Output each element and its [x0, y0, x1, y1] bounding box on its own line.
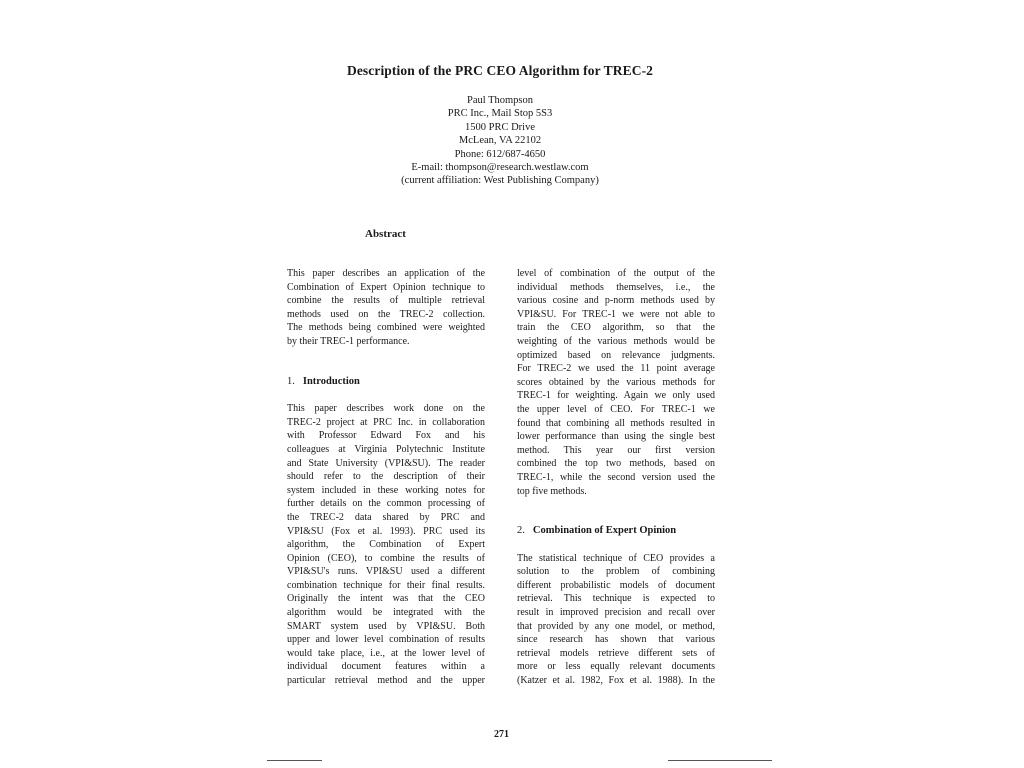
body-line: VPI&SU's runs. VPI&SU used a different — [287, 566, 485, 578]
body-line: further details on the common processing of — [287, 498, 485, 510]
footer-rule-left — [267, 760, 322, 762]
body-line: particular retrieval method and the upper — [287, 675, 485, 687]
introduction-continued-paragraph — [517, 267, 715, 498]
body-line: result in improved precision and recall over — [517, 607, 715, 619]
body-line: train the CEO algorithm, so that the — [517, 322, 715, 334]
body-line: method. This year our first version — [517, 444, 715, 456]
introduction-paragraph — [287, 402, 485, 687]
abstract-line: Combination of Expert Opinion technique to — [287, 281, 485, 293]
body-line: upper and lower level combination of results — [287, 634, 485, 646]
body-line: should refer to the description of their — [287, 471, 485, 483]
body-line: system included in these working notes for — [287, 484, 485, 496]
body-line: TREC-1 for weighting. Again we only used — [517, 390, 715, 402]
abstract-paragraph — [287, 267, 485, 349]
body-line: SMART system used by VPI&SU. Both — [287, 620, 485, 632]
paper-title: Description of the PRC CEO Algorithm for TREC-2 — [346, 63, 654, 78]
body-line: with Professor Edward Fox and his — [287, 430, 485, 442]
body-line: and State University (VPI&SU). The reader — [287, 457, 485, 469]
body-line: This paper describes work done on the — [287, 403, 485, 415]
abstract-heading: Abstract — [365, 228, 406, 240]
body-line: VPI&SU (Fox et al. 1993). PRC used its — [287, 525, 485, 537]
section-heading-introduction — [287, 375, 485, 389]
body-line: lower performance than using the single best — [517, 431, 715, 443]
body-line: combination technique for their final results. — [287, 579, 485, 591]
author-phone: Phone: 612/687-4650 — [454, 148, 546, 160]
body-line: top five methods. — [517, 485, 587, 497]
body-line: Opinion (CEO), to combine the results of — [287, 552, 485, 564]
author-affiliation: (current affiliation: West Publishing Company) — [401, 175, 599, 187]
section-heading-combination-of-expert-opinion — [517, 524, 715, 538]
body-line: weighting of the various methods would be — [517, 335, 715, 347]
body-line: For TREC-2 we used the 11 point average — [517, 363, 715, 375]
body-line: would take place, i.e., at the lower level of — [287, 647, 485, 659]
body-line: algorithm would be integrated with the — [287, 607, 485, 619]
body-line: found that combining all methods resulted in — [517, 417, 715, 429]
author-street: 1500 PRC Drive — [464, 121, 535, 133]
body-line: retrieval. This technique is expected to — [517, 593, 715, 605]
body-line: The statistical technique of CEO provides a — [517, 552, 715, 564]
body-line: colleagues at Virginia Polytechnic Institute — [287, 443, 485, 455]
author-organization: PRC Inc., Mail Stop 5S3 — [447, 108, 553, 120]
body-line: that provided by any one model, or method, — [517, 620, 715, 632]
section-title: Combination of Expert Opinion — [532, 525, 677, 537]
section-number: 2. — [517, 525, 525, 537]
body-line: retrieval models retrieve different sets of — [517, 647, 715, 659]
body-line: since research has shown that various — [517, 634, 715, 646]
abstract-line: The methods being combined were weighted — [287, 322, 485, 334]
ceo-paragraph — [517, 552, 715, 688]
body-line: different probabilistic models of document — [517, 579, 715, 591]
author-city: McLean, VA 22102 — [458, 135, 542, 147]
body-line: level of combination of the output of the — [517, 268, 715, 279]
abstract-line: This paper describes an application of the — [287, 268, 485, 279]
left-column — [287, 267, 485, 688]
page-number: 271 — [494, 729, 509, 740]
body-line: the upper level of CEO. For TREC-1 we — [517, 403, 715, 415]
body-line: the TREC-2 data shared by PRC and — [287, 511, 485, 523]
body-line: solution to the problem of combining — [517, 566, 715, 578]
author-name: Paul Thompson — [466, 95, 534, 106]
body-line: TREC-1, while the second version used the — [517, 471, 715, 483]
author-block — [0, 94, 1000, 188]
body-line: optimized based on relevance judgments. — [517, 349, 715, 361]
section-number: 1. — [287, 375, 295, 387]
body-line: TREC-2 project at PRC Inc. in collaboration — [287, 416, 485, 428]
body-line: individual document features within a — [287, 661, 485, 673]
abstract-line: combine the results of multiple retrieval — [287, 295, 485, 307]
abstract-line: by their TREC-1 performance. — [287, 335, 410, 347]
body-line: Originally the intent was that the CEO — [287, 593, 485, 605]
body-line: more or less equally relevant documents — [517, 661, 715, 673]
footer-rule-right — [668, 760, 772, 762]
body-line: algorithm, the Combination of Expert — [287, 539, 485, 551]
body-line: combined the top two methods, based on — [517, 458, 715, 470]
body-line: individual methods themselves, i.e., the — [517, 281, 715, 293]
section-title: Introduction — [302, 375, 360, 387]
body-line: scores obtained by the various methods for — [517, 376, 715, 388]
body-line: VPI&SU. For TREC-1 we were not able to — [517, 308, 715, 320]
body-line: various cosine and p-norm methods used by — [517, 295, 715, 307]
abstract-line: methods used on the TREC-2 collection. — [287, 308, 485, 320]
body-line: (Katzer et al. 1982, Fox et al. 1988). In the — [517, 675, 715, 687]
author-email: E-mail: thompson@research.westlaw.com — [411, 162, 589, 174]
right-column — [517, 267, 715, 688]
